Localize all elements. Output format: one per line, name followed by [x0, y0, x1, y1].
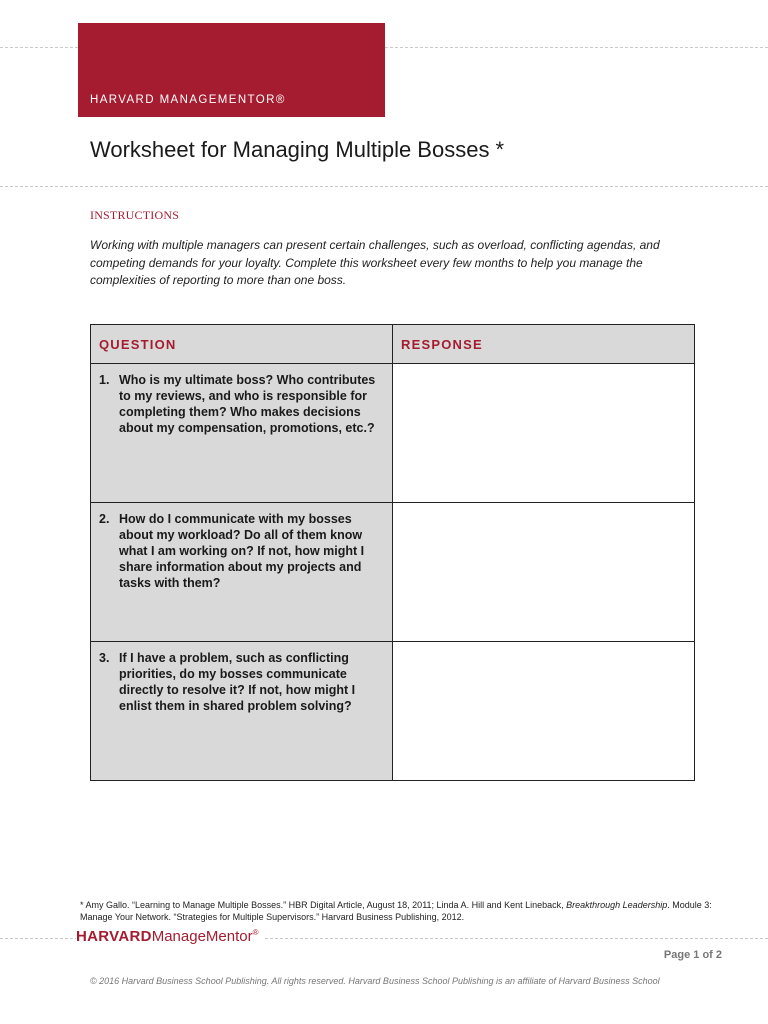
- worksheet-table: [90, 324, 695, 781]
- response-cell[interactable]: [393, 364, 695, 503]
- footnote-text-after: . Module 3: Manage Your Network. “Strategies for Multiple Supervisors.” Harvard Business Publishing, 2012.: [80, 900, 712, 922]
- logo-rest: ManageMentor: [151, 928, 253, 945]
- footnote-book-title: Breakthrough Leadership: [566, 900, 668, 910]
- brand-label: HARVARD MANAGEMENTOR®: [90, 94, 286, 106]
- table-row: [91, 642, 695, 781]
- response-cell[interactable]: [393, 642, 695, 781]
- table-row: [91, 364, 695, 503]
- instructions-body: Working with multiple managers can present certain challenges, such as overload, conflicting agendas, and competing demands for your loyalty. Complete this worksheet every few months to help you manage the complexities of reporting to more than one boss.: [90, 238, 660, 287]
- footnote-text: Amy Gallo. “Learning to Manage Multiple Bosses.” HBR Digital Article, August 18, 2011; Linda A. Hill and Kent Lineback,: [85, 900, 564, 910]
- table-header-row: [91, 325, 695, 364]
- footer-logo: [76, 928, 263, 945]
- question-text: How do I communicate with my bosses about my workload? Do all of them know what I am working on? If not, how might I share information about my projects and tasks with them?: [119, 512, 365, 590]
- footnote: [80, 899, 720, 923]
- question-number: 1.: [99, 373, 110, 387]
- brand-banner: [78, 23, 385, 117]
- title-dotted-rule: [0, 186, 768, 187]
- response-column-header: RESPONSE: [393, 325, 695, 364]
- page-title: Worksheet for Managing Multiple Bosses *: [90, 137, 505, 162]
- question-text: Who is my ultimate boss? Who contributes to my reviews, and who is responsible for completing them? Who makes decisions about my compensation, promotions, etc.?: [119, 373, 376, 435]
- response-cell[interactable]: [393, 503, 695, 642]
- copyright: © 2016 Harvard Business School Publishing. All rights reserved. Harvard Business School Publishing is an affiliate of Harvard Business School: [90, 976, 660, 986]
- question-column-header: QUESTION: [91, 325, 393, 364]
- footnote-marker: *: [80, 900, 84, 910]
- question-cell: [91, 364, 393, 503]
- question-cell: [91, 642, 393, 781]
- page-number: Page 1 of 2: [663, 949, 722, 961]
- logo-bold: HARVARD: [76, 928, 152, 945]
- question-number: 2.: [99, 512, 110, 526]
- instructions-heading: INSTRUCTIONS: [90, 208, 180, 222]
- question-number: 3.: [99, 651, 110, 665]
- question-cell: [91, 503, 393, 642]
- logo-mark: ®: [252, 928, 259, 937]
- table-row: [91, 503, 695, 642]
- question-text: If I have a problem, such as conflicting priorities, do my bosses communicate directly to resolve it? If not, how might I enlist them in shared problem solving?: [119, 651, 356, 713]
